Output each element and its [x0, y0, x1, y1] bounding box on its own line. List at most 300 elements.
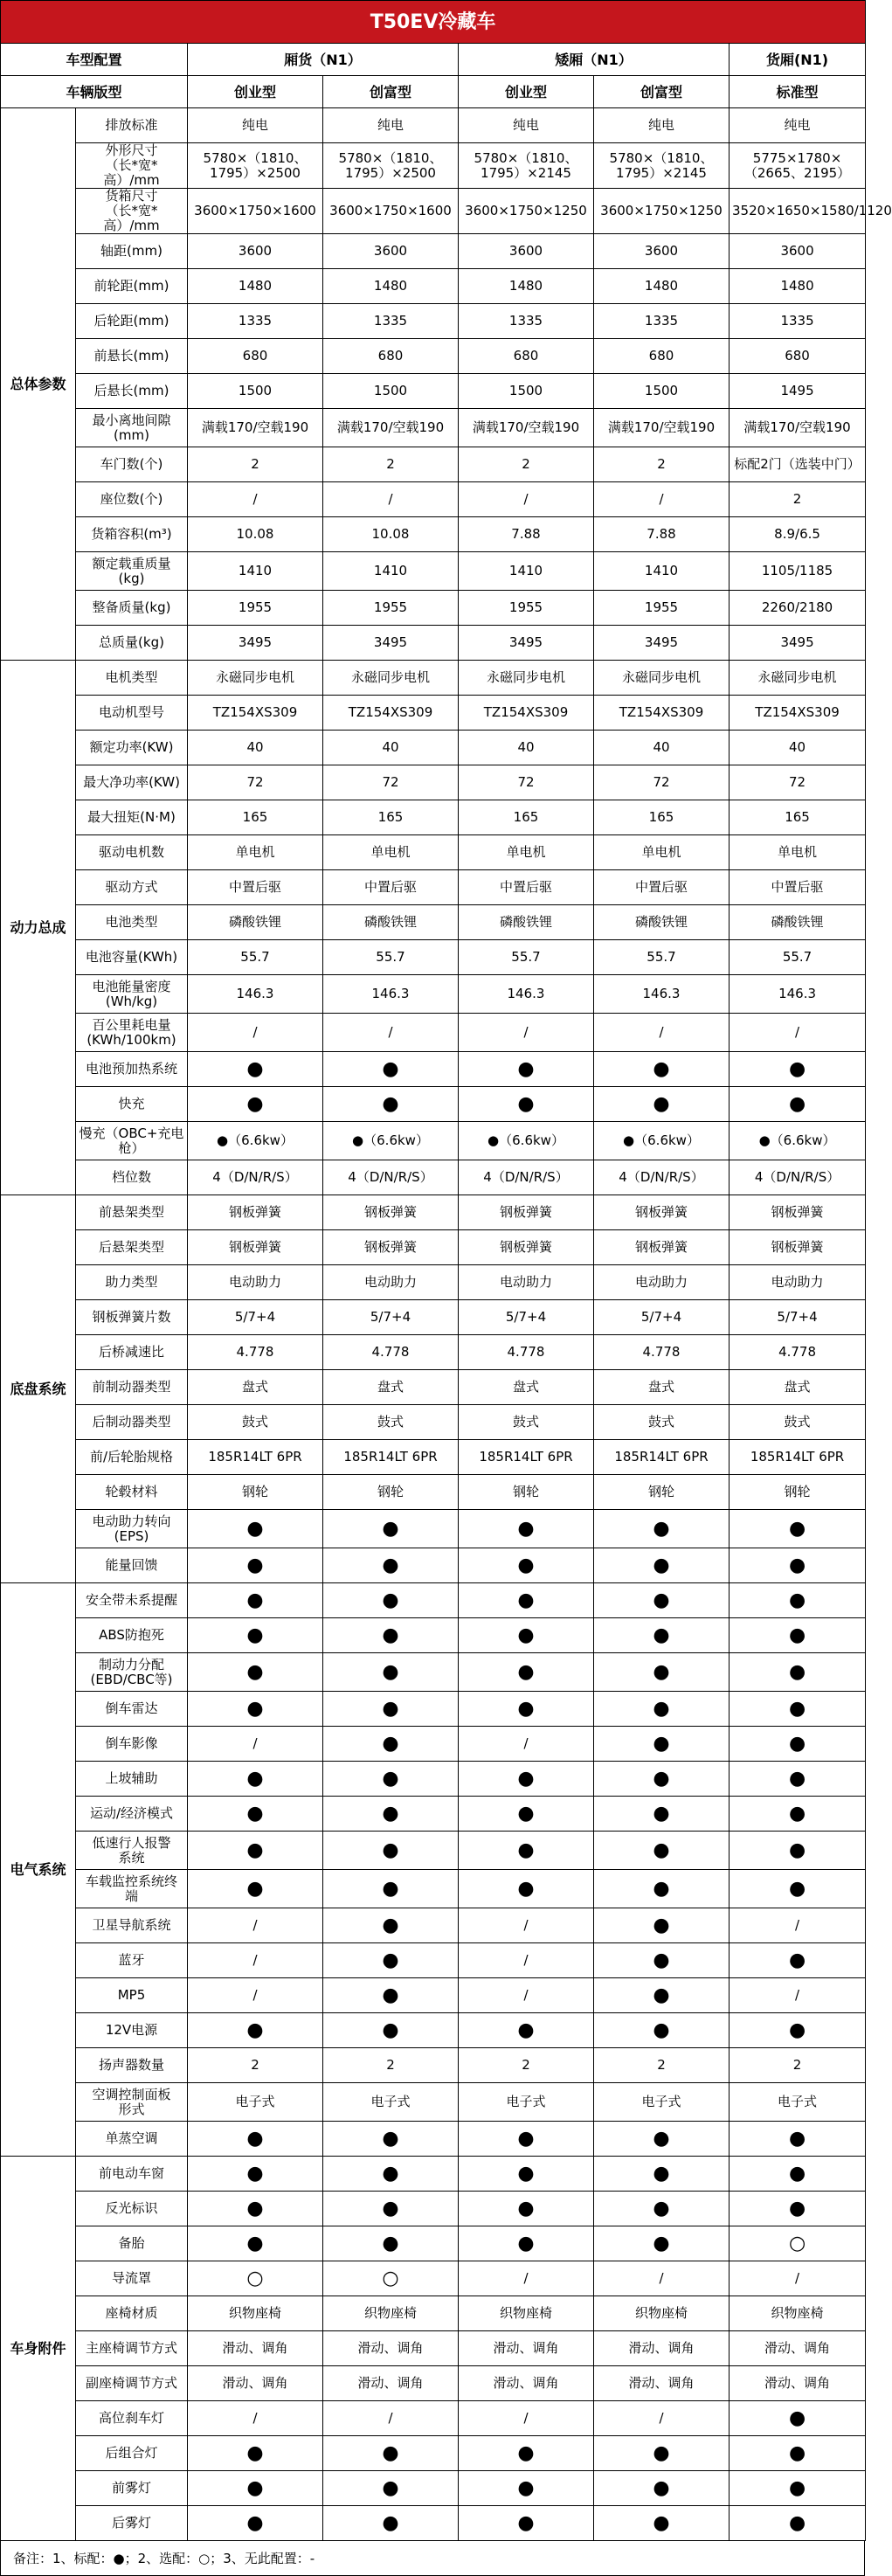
- spec-row: [1, 189, 866, 234]
- spec-row: [1, 940, 866, 975]
- spec-value: 680: [188, 339, 323, 374]
- spec-value: 165: [459, 800, 594, 835]
- spec-value: 中置后驱: [459, 870, 594, 905]
- spec-value: 8.9/6.5: [730, 517, 866, 552]
- spec-row: [1, 409, 866, 447]
- spec-value: ●: [594, 1727, 730, 1762]
- spec-label: 上坡辅助: [76, 1762, 188, 1797]
- spec-label: 前电动车窗: [76, 2157, 188, 2192]
- spec-value: TZ154XS309: [459, 696, 594, 731]
- spec-label: 百公里耗电量 (KWh/100km): [76, 1014, 188, 1052]
- spec-value: 钢轮: [188, 1475, 323, 1510]
- spec-value: ●: [594, 1797, 730, 1832]
- spec-value: ●: [730, 1797, 866, 1832]
- spec-value: 55.7: [323, 940, 459, 975]
- spec-label: 最大净功率(KW): [76, 765, 188, 800]
- spec-value: ○: [730, 2226, 866, 2261]
- spec-value: 2: [323, 2048, 459, 2083]
- spec-value: 单电机: [323, 835, 459, 870]
- spec-value: 3495: [730, 626, 866, 661]
- spec-value: 1335: [594, 304, 730, 339]
- spec-value: ●: [459, 2157, 594, 2192]
- spec-value: ●: [730, 1870, 866, 1908]
- spec-value: ●: [188, 1692, 323, 1727]
- spec-value: ●: [459, 1618, 594, 1653]
- spec-value: 滑动、调角: [188, 2331, 323, 2366]
- spec-row: [1, 1300, 866, 1335]
- spec-value: ●: [594, 1583, 730, 1618]
- spec-row: [1, 552, 866, 591]
- spec-label: 后悬长(mm): [76, 374, 188, 409]
- spec-value: /: [188, 2401, 323, 2436]
- spec-value: 单电机: [730, 835, 866, 870]
- spec-value: ●: [323, 1548, 459, 1583]
- spec-value: ●: [594, 1052, 730, 1087]
- spec-label: 能量回馈: [76, 1548, 188, 1583]
- spec-value: 3495: [188, 626, 323, 661]
- spec-label: 单蒸空调: [76, 2122, 188, 2157]
- spec-value: /: [323, 1014, 459, 1052]
- spec-row: [1, 304, 866, 339]
- spec-value: ●: [459, 2471, 594, 2506]
- spec-value: ●: [323, 1908, 459, 1943]
- spec-value: 纯电: [594, 108, 730, 143]
- spec-value: /: [459, 1908, 594, 1943]
- category-label: 底盘系统: [1, 1195, 76, 1583]
- spec-value: 5780×（1810、1795）×2500: [323, 143, 459, 189]
- spec-value: 40: [594, 731, 730, 765]
- spec-value: 钢板弹簧: [459, 1195, 594, 1230]
- spec-value: 185R14LT 6PR: [730, 1440, 866, 1475]
- spec-label: 前/后轮胎规格: [76, 1440, 188, 1475]
- spec-value: /: [594, 2261, 730, 2296]
- spec-value: 680: [323, 339, 459, 374]
- spec-label: 空调控制面板 形式: [76, 2083, 188, 2122]
- spec-value: ●: [594, 1510, 730, 1548]
- spec-row: [1, 1052, 866, 1087]
- spec-value: 55.7: [594, 940, 730, 975]
- spec-row: [1, 1475, 866, 1510]
- spec-row: [1, 1832, 866, 1870]
- spec-value: 185R14LT 6PR: [594, 1440, 730, 1475]
- spec-value: ●: [730, 2436, 866, 2471]
- spec-value: ●: [459, 1762, 594, 1797]
- spec-value: 盘式: [188, 1370, 323, 1405]
- spec-value: 5/7+4: [459, 1300, 594, 1335]
- spec-label: 电池预加热系统: [76, 1052, 188, 1087]
- spec-value: 4.778: [730, 1335, 866, 1370]
- spec-value: 滑动、调角: [730, 2366, 866, 2401]
- spec-value: 钢板弹簧: [188, 1195, 323, 1230]
- spec-row: [1, 2296, 866, 2331]
- spec-value: 中置后驱: [323, 870, 459, 905]
- spec-value: ●: [594, 1832, 730, 1870]
- spec-value: 1105/1185: [730, 552, 866, 591]
- spec-row: [1, 269, 866, 304]
- spec-label: 后制动器类型: [76, 1405, 188, 1440]
- spec-value: 满载170/空载190: [323, 409, 459, 447]
- spec-value: 鼓式: [323, 1405, 459, 1440]
- spec-value: 滑动、调角: [459, 2366, 594, 2401]
- spec-row: [1, 2261, 866, 2296]
- spec-value: 织物座椅: [730, 2296, 866, 2331]
- spec-label: 制动力分配 (EBD/CBC等): [76, 1653, 188, 1692]
- spec-value: 3520×1650×1580/1120: [730, 189, 866, 234]
- spec-value: 146.3: [594, 975, 730, 1014]
- spec-value: 3495: [323, 626, 459, 661]
- spec-value: /: [459, 482, 594, 517]
- spec-value: 钢轮: [594, 1475, 730, 1510]
- spec-value: 5780×（1810、1795）×2145: [594, 143, 730, 189]
- spec-value: /: [459, 1014, 594, 1052]
- spec-label: 后轮距(mm): [76, 304, 188, 339]
- spec-value: ●: [730, 1762, 866, 1797]
- spec-row: [1, 731, 866, 765]
- spec-value: ●: [188, 1583, 323, 1618]
- spec-value: 5/7+4: [594, 1300, 730, 1335]
- spec-row: [1, 1797, 866, 1832]
- spec-value: 滑动、调角: [188, 2366, 323, 2401]
- version-header-cell: 标准型: [730, 76, 866, 108]
- spec-label: 最大扭矩(N·M): [76, 800, 188, 835]
- spec-row: [1, 905, 866, 940]
- spec-value: ●: [594, 1548, 730, 1583]
- spec-value: 4（D/N/R/S）: [323, 1160, 459, 1195]
- spec-value: /: [594, 2401, 730, 2436]
- spec-value: ●: [459, 1797, 594, 1832]
- spec-value: 146.3: [459, 975, 594, 1014]
- spec-value: 钢板弹簧: [594, 1195, 730, 1230]
- spec-value: 2: [594, 2048, 730, 2083]
- spec-value: 165: [188, 800, 323, 835]
- spec-value: /: [594, 482, 730, 517]
- spec-value: 1335: [730, 304, 866, 339]
- spec-value: ●: [730, 2506, 866, 2541]
- spec-value: 滑动、调角: [594, 2366, 730, 2401]
- spec-value: ●: [459, 1583, 594, 1618]
- spec-value: 4.778: [459, 1335, 594, 1370]
- spec-value: 纯电: [459, 108, 594, 143]
- spec-value: ●: [459, 1052, 594, 1087]
- spec-value: 1500: [594, 374, 730, 409]
- spec-value: 3600: [459, 234, 594, 269]
- spec-value: 纯电: [730, 108, 866, 143]
- spec-label: ABS防抱死: [76, 1618, 188, 1653]
- spec-value: 2: [188, 447, 323, 482]
- spec-value: 10.08: [323, 517, 459, 552]
- spec-value: 电子式: [323, 2083, 459, 2122]
- spec-row: [1, 800, 866, 835]
- spec-value: ●: [730, 1087, 866, 1122]
- spec-value: ●: [459, 1832, 594, 1870]
- spec-value: ●: [459, 2122, 594, 2157]
- spec-label: 副座椅调节方式: [76, 2366, 188, 2401]
- spec-value: 永磁同步电机: [459, 661, 594, 696]
- spec-row: [1, 2331, 866, 2366]
- spec-value: 滑动、调角: [730, 2331, 866, 2366]
- spec-row: [1, 1583, 866, 1618]
- config-header: 车型配置: [1, 44, 188, 76]
- spec-value: 磷酸铁锂: [323, 905, 459, 940]
- spec-value: ●: [730, 2401, 866, 2436]
- spec-value: ●: [188, 1832, 323, 1870]
- spec-value: 5/7+4: [323, 1300, 459, 1335]
- vehicle-group-header: 矮厢（N1）: [459, 44, 730, 76]
- spec-value: ●: [188, 2436, 323, 2471]
- spec-value: /: [730, 1014, 866, 1052]
- spec-row: [1, 835, 866, 870]
- spec-value: 40: [459, 731, 594, 765]
- spec-row: [1, 1908, 866, 1943]
- spec-value: 3600: [188, 234, 323, 269]
- spec-value: ●: [188, 1052, 323, 1087]
- spec-value: ●: [323, 1510, 459, 1548]
- spec-row: [1, 2048, 866, 2083]
- spec-row: [1, 1692, 866, 1727]
- spec-value: 钢板弹簧: [323, 1230, 459, 1265]
- spec-label: 车门数(个): [76, 447, 188, 482]
- spec-row: [1, 591, 866, 626]
- spec-value: 10.08: [188, 517, 323, 552]
- spec-value: 标配2门（选装中门）: [730, 447, 866, 482]
- spec-value: 1955: [459, 591, 594, 626]
- spec-row: [1, 517, 866, 552]
- version-header-cell: 创富型: [323, 76, 459, 108]
- spec-value: ●: [594, 1653, 730, 1692]
- spec-row: [1, 2157, 866, 2192]
- spec-value: 满载170/空载190: [730, 409, 866, 447]
- spec-label: 前雾灯: [76, 2471, 188, 2506]
- spec-row: [1, 2401, 866, 2436]
- spec-value: 1410: [459, 552, 594, 591]
- spec-value: 1955: [323, 591, 459, 626]
- spec-value: ●: [594, 1762, 730, 1797]
- spec-value: 680: [730, 339, 866, 374]
- spec-value: 2: [730, 2048, 866, 2083]
- spec-label: 额定载重质量 (kg): [76, 552, 188, 591]
- spec-value: ●: [323, 1832, 459, 1870]
- spec-row: [1, 1087, 866, 1122]
- spec-row: [1, 1265, 866, 1300]
- spec-value: ●: [730, 2157, 866, 2192]
- spec-value: ●: [730, 2122, 866, 2157]
- spec-value: 146.3: [188, 975, 323, 1014]
- spec-label: 车载监控系统终 端: [76, 1870, 188, 1908]
- spec-row: [1, 975, 866, 1014]
- spec-value: 滑动、调角: [459, 2331, 594, 2366]
- spec-value: 3600: [730, 234, 866, 269]
- spec-value: 2: [594, 447, 730, 482]
- spec-row: [1, 1335, 866, 1370]
- spec-label: 座椅材质: [76, 2296, 188, 2331]
- spec-value: 2: [459, 447, 594, 482]
- spec-label: 助力类型: [76, 1265, 188, 1300]
- spec-value: 磷酸铁锂: [188, 905, 323, 940]
- spec-value: 72: [459, 765, 594, 800]
- spec-value: ●: [459, 1087, 594, 1122]
- spec-value: /: [730, 1978, 866, 2013]
- spec-value: 185R14LT 6PR: [323, 1440, 459, 1475]
- spec-row: [1, 2122, 866, 2157]
- spec-value: 鼓式: [188, 1405, 323, 1440]
- spec-value: 永磁同步电机: [730, 661, 866, 696]
- spec-value: ●: [594, 1943, 730, 1978]
- spec-label: 安全带未系提醒: [76, 1583, 188, 1618]
- spec-value: ●: [323, 1087, 459, 1122]
- spec-row: [1, 1014, 866, 1052]
- spec-value: 钢板弹簧: [459, 1230, 594, 1265]
- spec-value: ●: [323, 2122, 459, 2157]
- spec-value: 单电机: [459, 835, 594, 870]
- spec-value: ●: [730, 1052, 866, 1087]
- spec-value: 滑动、调角: [594, 2331, 730, 2366]
- spec-value: /: [730, 2261, 866, 2296]
- spec-value: TZ154XS309: [188, 696, 323, 731]
- spec-value: ●: [323, 1762, 459, 1797]
- spec-value: 72: [730, 765, 866, 800]
- spec-value: 中置后驱: [188, 870, 323, 905]
- spec-label: 后桥减速比: [76, 1335, 188, 1370]
- spec-label: 货箱容积(m³): [76, 517, 188, 552]
- spec-label: 低速行人报警 系统: [76, 1832, 188, 1870]
- spec-value: 钢板弹簧: [730, 1230, 866, 1265]
- table-title: T50EV冷藏车: [1, 1, 866, 44]
- spec-value: 滑动、调角: [323, 2366, 459, 2401]
- spec-value: 钢板弹簧: [730, 1195, 866, 1230]
- spec-row: [1, 1160, 866, 1195]
- spec-value: 中置后驱: [594, 870, 730, 905]
- category-label: 车身附件: [1, 2157, 76, 2541]
- spec-value: /: [323, 2401, 459, 2436]
- spec-value: ●: [730, 1727, 866, 1762]
- spec-value: 2: [188, 2048, 323, 2083]
- spec-row: [1, 2083, 866, 2122]
- spec-value: ●: [730, 1832, 866, 1870]
- spec-value: ●: [594, 2471, 730, 2506]
- spec-value: TZ154XS309: [323, 696, 459, 731]
- spec-value: ●: [323, 2471, 459, 2506]
- spec-value: 电动助力: [459, 1265, 594, 1300]
- spec-label: 外形尺寸 （长*宽*高）/mm: [76, 143, 188, 189]
- spec-row: [1, 2436, 866, 2471]
- spec-value: ●: [188, 2122, 323, 2157]
- spec-value: 4（D/N/R/S）: [594, 1160, 730, 1195]
- spec-value: 146.3: [730, 975, 866, 1014]
- spec-value: /: [459, 2401, 594, 2436]
- spec-value: 4.778: [323, 1335, 459, 1370]
- spec-value: ●: [323, 1727, 459, 1762]
- spec-value: 72: [323, 765, 459, 800]
- spec-value: ●: [459, 2436, 594, 2471]
- spec-value: ●: [594, 2122, 730, 2157]
- spec-value: TZ154XS309: [594, 696, 730, 731]
- spec-label: 主座椅调节方式: [76, 2331, 188, 2366]
- spec-value: ●: [188, 2013, 323, 2048]
- spec-row: [1, 1762, 866, 1797]
- spec-value: 165: [594, 800, 730, 835]
- spec-label: 轮毂材料: [76, 1475, 188, 1510]
- spec-row: [1, 2226, 866, 2261]
- spec-value: 7.88: [594, 517, 730, 552]
- spec-value: 3600: [323, 234, 459, 269]
- spec-label: 前悬长(mm): [76, 339, 188, 374]
- footer-note: 备注：1、标配：●；2、选配：○；3、无此配置：-: [0, 2541, 865, 2576]
- spec-value: ●: [459, 1870, 594, 1908]
- spec-row: [1, 2192, 866, 2226]
- spec-label: 12V电源: [76, 2013, 188, 2048]
- spec-value: ●: [323, 1943, 459, 1978]
- spec-value: ●（6.6kw）: [323, 1122, 459, 1160]
- spec-row: [1, 1943, 866, 1978]
- spec-label: 快充: [76, 1087, 188, 1122]
- spec-value: 3495: [459, 626, 594, 661]
- spec-value: ●: [730, 2192, 866, 2226]
- spec-value: ●: [188, 1510, 323, 1548]
- spec-value: ●: [459, 2506, 594, 2541]
- spec-value: 钢板弹簧: [323, 1195, 459, 1230]
- spec-value: 3600×1750×1600: [323, 189, 459, 234]
- spec-value: ○: [323, 2261, 459, 2296]
- spec-value: ●: [323, 1870, 459, 1908]
- spec-value: 55.7: [188, 940, 323, 975]
- spec-value: ●: [459, 1548, 594, 1583]
- spec-label: 电动机型号: [76, 696, 188, 731]
- spec-value: ●: [323, 2157, 459, 2192]
- spec-value: ●: [459, 2226, 594, 2261]
- spec-value: ●: [594, 1870, 730, 1908]
- spec-value: ●: [188, 1618, 323, 1653]
- spec-value: 3600×1750×1250: [594, 189, 730, 234]
- spec-value: 盘式: [323, 1370, 459, 1405]
- spec-value: ●: [594, 1692, 730, 1727]
- spec-value: 2: [459, 2048, 594, 2083]
- spec-value: 680: [594, 339, 730, 374]
- spec-value: 盘式: [730, 1370, 866, 1405]
- spec-label: 轴距(mm): [76, 234, 188, 269]
- spec-value: 纯电: [188, 108, 323, 143]
- version-header-cell: 创富型: [594, 76, 730, 108]
- spec-row: [1, 765, 866, 800]
- spec-value: ●: [459, 1510, 594, 1548]
- spec-value: ●: [459, 1653, 594, 1692]
- spec-row: [1, 1405, 866, 1440]
- spec-value: 146.3: [323, 975, 459, 1014]
- spec-value: 满载170/空载190: [594, 409, 730, 447]
- version-header-cell: 创业型: [188, 76, 323, 108]
- spec-value: 1410: [188, 552, 323, 591]
- spec-value: 钢轮: [459, 1475, 594, 1510]
- spec-row: [1, 108, 866, 143]
- spec-value: 40: [188, 731, 323, 765]
- spec-value: /: [188, 1943, 323, 1978]
- spec-value: ●: [594, 1618, 730, 1653]
- spec-value: 永磁同步电机: [188, 661, 323, 696]
- spec-value: /: [459, 1943, 594, 1978]
- spec-value: ●: [323, 1653, 459, 1692]
- spec-value: 185R14LT 6PR: [188, 1440, 323, 1475]
- spec-value: 3495: [594, 626, 730, 661]
- spec-value: ●: [459, 2192, 594, 2226]
- spec-value: 4（D/N/R/S）: [188, 1160, 323, 1195]
- spec-label: 总质量(kg): [76, 626, 188, 661]
- spec-value: 电子式: [730, 2083, 866, 2122]
- spec-value: 1480: [594, 269, 730, 304]
- spec-value: ●: [730, 1653, 866, 1692]
- spec-value: ●: [323, 1978, 459, 2013]
- spec-label: 座位数(个): [76, 482, 188, 517]
- spec-value: ●: [594, 1087, 730, 1122]
- spec-value: 1480: [323, 269, 459, 304]
